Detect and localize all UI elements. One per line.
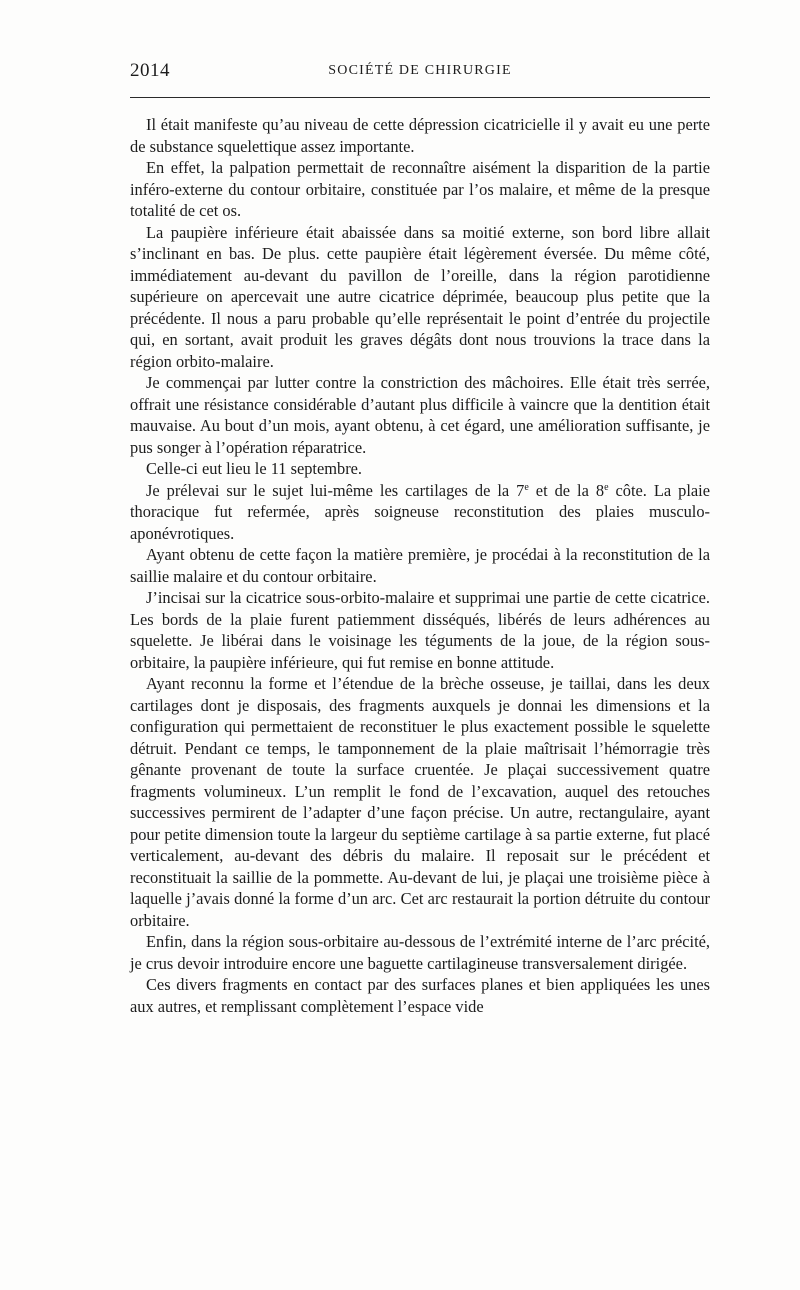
paragraph: Ayant reconnu la forme et l’étendue de la brèche osseuse, je taillai, dans les deux cartilages dont je disposais, des fragments auxquels je donnai les dimensions et la configuration qui permettaient de reconstituer le plus exactement possible le squelette détruit. Pendant ce temps, le tamponnement de la plaie maîtrisait l’hémorragie très gênante provenant de toute la surface cruentée. Je plaçai successivement quatre fragments volumineux. L’un remplit le fond de l’excavation, auquel des retouches successives permirent de l’adapter d’une façon précise. Un autre, rectangulaire, ayant pour petite dimension toute la largeur du septième cartilage à sa partie externe, fut placé verticalement, au-devant des débris du malaire. Il reposait sur le précédent et reconstituait la saillie de la pommette. Au-devant de lui, je plaçai une troisième pièce à laquelle j’avais donné la forme d’un arc. Cet arc restaurait la portion détruite du contour orbitaire. [130, 674, 710, 930]
paragraph: Ayant obtenu de cette façon la matière première, je procédai à la reconstitution de la saillie malaire et du contour orbitaire. [130, 545, 710, 586]
paragraph: En effet, la palpation permettait de reconnaître aisément la disparition de la partie inféro-externe du contour orbitaire, constituée par l’os malaire, et même de la presque totalité de cet os. [130, 158, 710, 220]
running-head [130, 60, 710, 84]
paragraph: Il était manifeste qu’au niveau de cette dépression cicatricielle il y avait eu une perte de substance squelettique assez importante. [130, 115, 710, 156]
paragraph-text: Je prélevai sur le sujet lui-même les cartilages de la 7 [146, 480, 525, 500]
page-number: 2014 [130, 60, 170, 81]
running-title: SOCIÉTÉ DE CHIRURGIE [328, 63, 512, 78]
superscript: e [524, 481, 529, 493]
paragraph: Enfin, dans la région sous-orbitaire au-dessous de l’extrémité interne de l’arc précité, je crus devoir introduire encore une baguette cartilagineuse transversalement dirigée. [130, 932, 710, 973]
paragraph: Je commençai par lutter contre la constriction des mâchoires. Elle était très serrée, offrait une résistance considérable d’autant plus difficile à vaincre que la dentition était mauvaise. Au bout d’un mois, ayant obtenu, à cet égard, une amélioration suffisante, je pus songer à l’opération réparatrice. [130, 373, 710, 457]
superscript: e [604, 481, 609, 493]
paragraph: Celle-ci eut lieu le 11 septembre. [146, 459, 363, 478]
paragraph-text: et de la 8 [528, 480, 605, 500]
paragraph: Ces divers fragments en contact par des surfaces planes et bien appliquées les unes aux autres, et remplissant complètement l’espace vide [130, 975, 710, 1016]
paragraph [130, 480, 710, 545]
paragraph-text: côte. La plaie thoracique fut refermée, après soigneuse reconstitution des plaies musculo-aponévrotiques. [130, 480, 710, 543]
body-text [130, 114, 710, 1017]
header-rule [130, 97, 710, 98]
paragraph: J’incisai sur la cicatrice sous-orbito-malaire et supprimai une partie de cette cicatrice. Les bords de la plaie furent patiemment disséqués, libérés de leurs adhérences au squelette. Je libérai dans le voisinage les téguments de la joue, de la région sous-orbitaire, la paupière inférieure, qui fut remise en bonne attitude. [130, 588, 710, 672]
paragraph: La paupière inférieure était abaissée dans sa moitié externe, son bord libre allait s’inclinant en bas. De plus. cette paupière était légèrement éversée. Du même côté, immédiatement au-devant du pavillon de l’oreille, dans la région parotidienne supérieure on apercevait une autre cicatrice déprimée, beaucoup plus petite que la précédente. Il nous a paru probable qu’elle représentait le point d’entrée du projectile qui, en sortant, avait produit les graves dégâts dont nous trouvions la trace dans la région orbito-malaire. [130, 222, 710, 371]
